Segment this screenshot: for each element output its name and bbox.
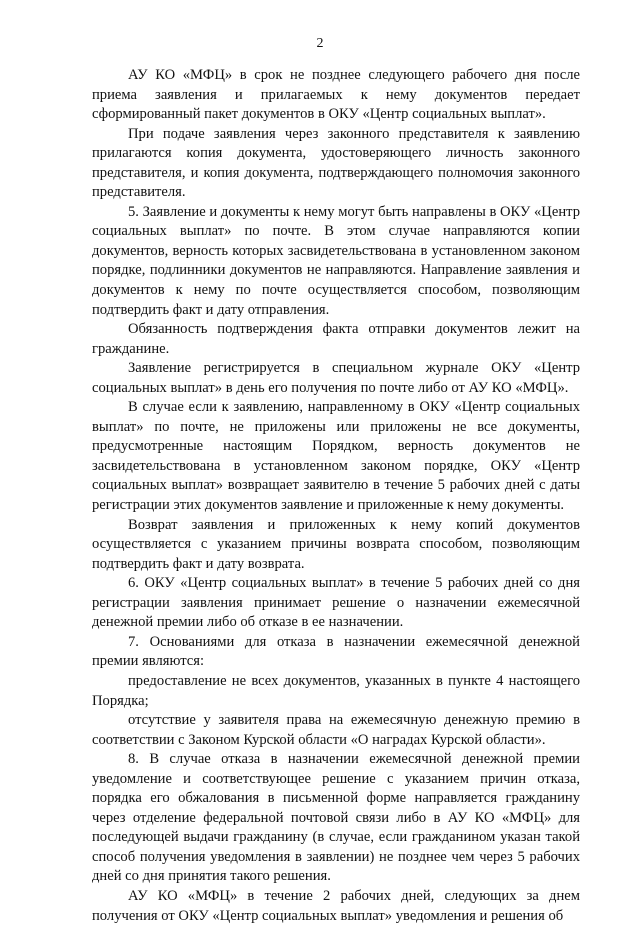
paragraph: При подаче заявления через законного представителя к заявлению прилагаются копия документа, удостоверяющего личность законного представителя, и копия документа, подтверждающего полномочия законного представителя.: [92, 125, 580, 201]
paragraph: предоставление не всех документов, указанных в пункте 4 настоящего Порядка;: [92, 672, 580, 709]
paragraph: Возврат заявления и приложенных к нему копий документов осуществляется с указанием причины возврата способом, позволяющим подтвердить факт и дату возврата.: [92, 516, 580, 572]
paragraph: АУ КО «МФЦ» в срок не позднее следующего рабочего дня после приема заявления и прилагаемых к нему документов передает сформированный пакет документов в ОКУ «Центр социальных выплат».: [92, 67, 580, 123]
paragraph: 5. Заявление и документы к нему могут быть направлены в ОКУ «Центр социальных выплат» по почте. В этом случае направляются копии документов, верность которых засвидетельствована в установленном законом порядке, подлинники документов не направляются. Направление заявления и документов к нему по почте осуществляется способом, позволяющим подтвердить факт и дату отправления.: [92, 203, 580, 318]
paragraph: Обязанность подтверждения факта отправки документов лежит на гражданине.: [92, 321, 580, 357]
paragraph: В случае если к заявлению, направленному в ОКУ «Центр социальных выплат» по почте, не приложены или приложены не все документы, предусмотренные настоящим Порядком, верность документов не засвидетельствована в установленном законом порядке, ОКУ «Центр социальных выплат» возвращает заявителю в течение 5 рабочих дней с даты регистрации этих документов заявление и приложенные к нему документы.: [92, 399, 580, 514]
page-number: 2: [316, 36, 324, 51]
document-body: [92, 66, 580, 926]
paragraph: отсутствие у заявителя права на ежемесячную денежную премию в соответствии с Законом Курской области «О наградах Курской области».: [92, 712, 580, 748]
paragraph: Заявление регистрируется в специальном журнале ОКУ «Центр социальных выплат» в день его получения по почте либо от АУ КО «МФЦ».: [92, 360, 580, 396]
paragraph: АУ КО «МФЦ» в течение 2 рабочих дней, следующих за днем получения от ОКУ «Центр социальных выплат» уведомления и решения об: [92, 887, 580, 924]
paragraph: 8. В случае отказа в назначении ежемесячной денежной премии уведомление и соответствующее решение с указанием причин отказа, порядка его обжалования в письменной форме направляется гражданину через отделение федеральной почтовой связи либо в АУ КО «МФЦ» для последующей выдачи гражданину (в случае, если гражданином указан такой способ получения уведомления в заявлении) не позднее чем через 5 рабочих дней со дня принятия такого решения.: [92, 751, 580, 885]
paragraph: 7. Основаниями для отказа в назначении ежемесячной денежной премии являются:: [92, 633, 580, 670]
paragraph: 6. ОКУ «Центр социальных выплат» в течение 5 рабочих дней со дня регистрации заявления принимает решение о назначении ежемесячной денежной премии либо об отказе в ее назначении.: [92, 575, 580, 631]
